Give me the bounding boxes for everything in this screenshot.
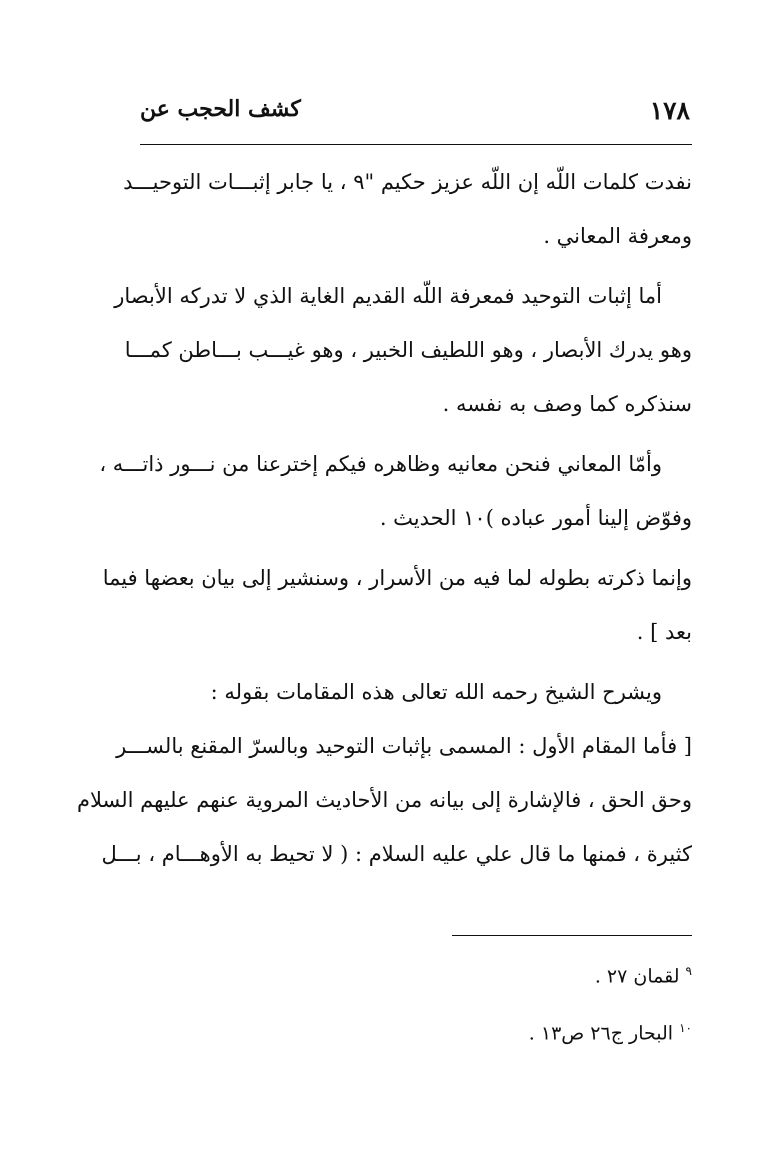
header-rule — [140, 144, 692, 145]
text-line: بعد ] . — [636, 620, 692, 644]
footnote-mark: ١٠ — [679, 1021, 692, 1036]
page-header — [140, 92, 690, 132]
text-line: وأمّا المعاني فنحن معانيه وظاهره فيكم إخترعنا من نـــور ذاتـــه ، — [99, 452, 662, 476]
text-line: سنذكره كما وصف به نفسه . — [442, 392, 692, 416]
text-line: [ فأما المقام الأول : المسمى بإثبات التوحيد وبالسرّ المقنع بالســـر — [116, 734, 692, 758]
text-line: كثيرة ، فمنها ما قال علي عليه السلام : ( لا تحيط به الأوهـــام ، بـــل — [101, 842, 692, 866]
footnote — [400, 945, 692, 1002]
running-title: كشف الحجب عن — [140, 96, 301, 122]
footnote-text: لقمان ٢٧ . — [594, 965, 680, 988]
text-line: وإنما ذكرته بطوله لما فيه من الأسرار ، وسنشير إلى بيان بعضها فيما — [102, 566, 692, 590]
footnote-mark: ٩ — [685, 964, 692, 978]
text-line: أما إثبات التوحيد فمعرفة اللّه القديم الغاية الذي لا تدركه الأبصار — [114, 284, 662, 308]
text-line: ومعرفة المعاني . — [543, 224, 692, 248]
text-line: وحق الحق ، فالإشارة إلى بيانه من الأحاديث المروية عنهم عليهم السلام — [76, 788, 692, 812]
body-text — [76, 155, 692, 881]
footnote — [400, 1002, 692, 1059]
text-line: وهو يدرك الأبصار ، وهو اللطيف الخبير ، وهو غيـــب بـــاطن كمـــا — [124, 338, 692, 362]
footnotes — [400, 945, 692, 1060]
footnote-text: البحار ج٢٦ ص١٣ . — [528, 1022, 674, 1045]
footnote-rule — [452, 935, 692, 936]
text-line: وفوّض إلينا أمور عباده )١٠ الحديث . — [379, 506, 692, 530]
page-number: ١٧٨ — [649, 96, 690, 125]
text-line: نفدت كلمات اللّه إن اللّه عزيز حكيم "٩ ، يا جابر إثبـــات التوحيـــد — [123, 170, 692, 194]
text-line: ويشرح الشيخ رحمه الله تعالى هذه المقامات بقوله : — [210, 680, 662, 704]
